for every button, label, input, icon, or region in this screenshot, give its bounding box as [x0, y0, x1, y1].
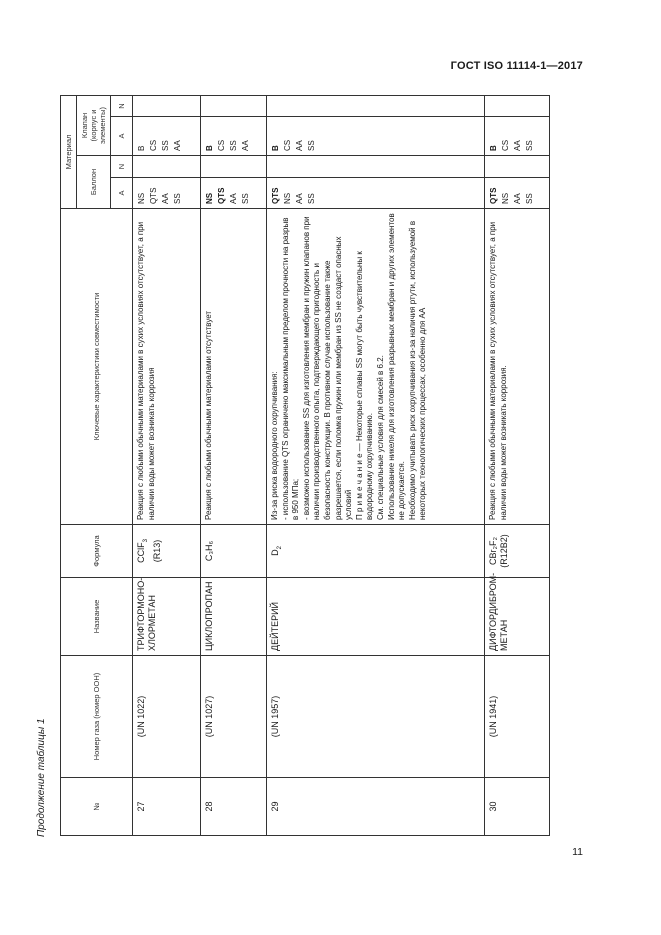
- compat-line: Из-за риска водородного охрупчивания:: [270, 371, 279, 520]
- mat-item: AA: [229, 193, 238, 204]
- cell-cyl-a: [267, 178, 485, 209]
- mat-item: CS: [283, 139, 292, 151]
- mat-item: AA: [513, 140, 522, 151]
- cell-cyl-a: [201, 178, 267, 209]
- page-number: 11: [572, 846, 583, 858]
- cell-formula: [201, 525, 267, 578]
- mat-item: QTS: [489, 187, 498, 204]
- mat-item: SS: [525, 140, 534, 151]
- formula-extra: (R12B2): [499, 534, 509, 568]
- cell-num: 28: [201, 778, 267, 836]
- cell-name: ТРИФТОРМОНО-ХЛОРМЕТАН: [133, 578, 201, 656]
- cell-un: (UN 1941): [485, 656, 550, 778]
- cell-num: 29: [267, 778, 485, 836]
- compat-line: - возможно использование SS для изготовления мембран и пружин клапанов при наличии производственного опыта, подтверждающего пригодность и безопасность конструкции. В противном случае использование также разрешается, если поломка пружин или мембран из SS не создаст опасных условий: [301, 216, 354, 520]
- cell-formula: [267, 525, 485, 578]
- col-header-valve-n: N: [111, 95, 133, 116]
- cell-cyl-n: [267, 156, 485, 178]
- formula-main: C₃H₆: [204, 540, 214, 562]
- mat-item: B: [271, 145, 280, 151]
- mat-item: AA: [173, 140, 182, 151]
- mat-item: NS: [137, 192, 146, 204]
- document-id: ГОСТ ISO 11114-1—2017: [450, 60, 583, 72]
- cell-name: ЦИКЛОПРОПАН: [201, 578, 267, 656]
- mat-item: SS: [307, 140, 316, 151]
- table-row: [267, 95, 485, 835]
- mat-item: B: [137, 145, 146, 151]
- formula-extra: (R13): [151, 539, 162, 563]
- formula-sub: 2: [276, 546, 283, 550]
- compat-line: Реакция с любыми обычными материалами отсутствует: [204, 310, 213, 520]
- compat-line: Реакция с любыми обычными материалами в сухих условиях отсутствует, а при наличии воды может возникать коррозия: [136, 221, 156, 520]
- compat-line: См. специальные условия для смесей в 6.2.: [375, 355, 385, 520]
- mat-item: AA: [241, 140, 250, 151]
- cell-cyl-n: [133, 156, 201, 178]
- table-row: [201, 95, 267, 835]
- cell-valve-a: [201, 117, 267, 156]
- col-header-material: Материал: [61, 95, 77, 208]
- cell-un: (UN 1027): [201, 656, 267, 778]
- mat-item: CS: [217, 139, 226, 151]
- cell-compat: [201, 209, 267, 525]
- mat-item: AA: [295, 193, 304, 204]
- table-caption: Продолжение таблицы 1: [36, 718, 47, 837]
- mat-item: SS: [173, 193, 182, 204]
- cell-un: (UN 1957): [267, 656, 485, 778]
- compatibility-table: [60, 95, 550, 836]
- mat-item: QTS: [149, 187, 158, 204]
- mat-item: B: [205, 145, 214, 151]
- cell-valve-a: [267, 117, 485, 156]
- cell-formula: [485, 525, 550, 578]
- mat-item: SS: [229, 140, 238, 151]
- cell-valve-n: [201, 95, 267, 116]
- mat-item: AA: [513, 193, 522, 204]
- cell-cyl-a: [485, 178, 550, 209]
- cell-valve-n: [133, 95, 201, 116]
- mat-item: B: [489, 145, 498, 151]
- rotated-table-container: [60, 96, 545, 836]
- mat-item: SS: [525, 193, 534, 204]
- col-header-valve-a: A: [111, 117, 133, 156]
- cell-num: 30: [485, 778, 550, 836]
- cell-cyl-n: [201, 156, 267, 178]
- formula-main: CBr₂F₂: [488, 537, 498, 565]
- compat-line: - использование QTS ограничено максимальным пределом прочности на разрыв в 950 МПа;: [280, 217, 301, 520]
- col-header-name: Название: [61, 578, 133, 656]
- formula-sub: 3: [142, 539, 149, 543]
- compat-line: Необходимо учитывать риск охрупчивания из-за наличия ртути, используемой в некоторых технологических процессах, особенно для AA: [407, 220, 428, 520]
- col-header-valve: Клапан (корпус и элементы): [77, 95, 111, 155]
- cell-valve-n: [485, 95, 550, 116]
- col-header-formula: Формула: [61, 525, 133, 578]
- cell-compat: [133, 209, 201, 525]
- mat-item: AA: [161, 193, 170, 204]
- cell-num: 27: [133, 778, 201, 836]
- cell-cyl-a: [133, 178, 201, 209]
- col-header-cylinder: Баллон: [77, 156, 111, 209]
- col-header-compat: Ключевые характеристики совместимости: [61, 209, 133, 525]
- col-header-cyl-a: A: [111, 178, 133, 209]
- table-row: [485, 95, 550, 835]
- compat-line: Реакция с любыми обычными материалами в сухих условиях отсутствует, а при наличии воды может возникать коррозия.: [488, 221, 508, 520]
- cell-name: ДИФТОРДИБРОМ-МЕТАН: [485, 578, 550, 656]
- mat-item: QTS: [271, 187, 280, 204]
- col-header-num: №: [61, 778, 133, 836]
- col-header-cyl-n: N: [111, 156, 133, 178]
- cell-formula: [133, 525, 201, 578]
- cell-compat: [267, 209, 485, 525]
- cell-valve-a: [485, 117, 550, 156]
- cell-un: (UN 1022): [133, 656, 201, 778]
- mat-item: SS: [241, 193, 250, 204]
- mat-item: NS: [205, 192, 214, 204]
- mat-item: NS: [283, 192, 292, 204]
- mat-item: SS: [307, 193, 316, 204]
- compat-note: П р и м е ч а н и е — Некоторые сплавы SS могут быть чувствительны к водородному охрупчиванию.: [354, 251, 375, 520]
- cell-name: ДЕЙТЕРИЙ: [267, 578, 485, 656]
- formula-main: D: [270, 549, 280, 556]
- cell-cyl-n: [485, 156, 550, 178]
- compat-line: Использование никеля для изготовления разрывных мембран и других элементов не допускается.: [386, 213, 407, 520]
- cell-compat: [485, 209, 550, 525]
- mat-item: QTS: [217, 187, 226, 204]
- mat-item: NS: [501, 192, 510, 204]
- col-header-un: Номер газа (номер ООН): [61, 656, 133, 778]
- mat-item: CS: [149, 139, 158, 151]
- cell-valve-a: [133, 117, 201, 156]
- mat-item: CS: [501, 139, 510, 151]
- mat-item: AA: [295, 140, 304, 151]
- mat-item: SS: [161, 140, 170, 151]
- formula-main: CClF: [136, 542, 146, 563]
- table-row: [133, 95, 201, 835]
- cell-valve-n: [267, 95, 485, 116]
